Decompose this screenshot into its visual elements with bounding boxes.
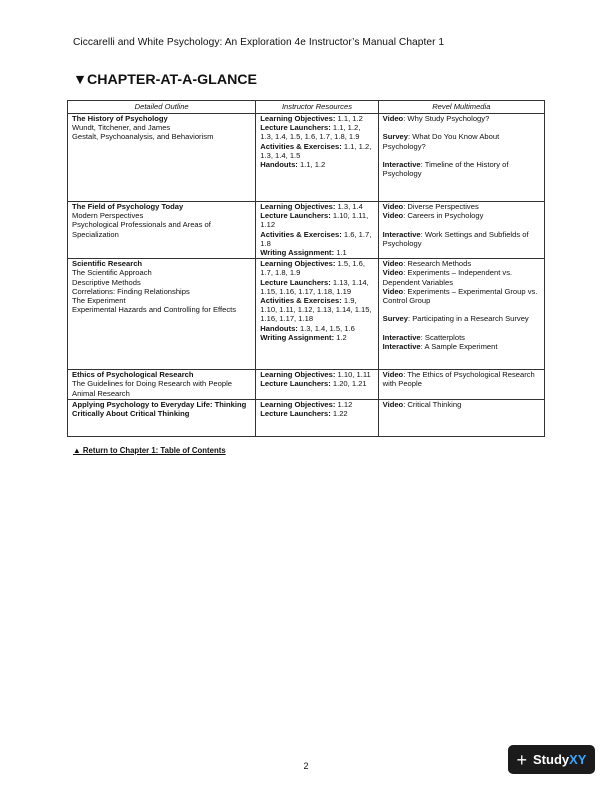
page-number: 2 [303,761,309,771]
cell-line [383,202,540,211]
chapter-at-a-glance-table [67,100,545,437]
resource-value: 1.3, 1.4, 1.5, 1.6 [297,323,355,333]
resource-value: 1.1, 1.2 [335,114,363,123]
resource-value: 1.2 [334,332,347,342]
column-header-multimedia: Revel Multimedia [378,101,544,114]
cell-line [260,324,373,333]
resource-label: Video [382,370,404,380]
resource-label: Lecture Launchers: [260,379,331,389]
resources-cell [256,370,378,400]
studyxy-badge[interactable] [508,745,595,774]
cell-line [260,160,373,169]
table-header-row [68,101,545,114]
cell-line [260,123,373,141]
resources-cell [256,114,378,202]
cell-line: Gestalt, Psychoanalysis, and Behaviorism [72,132,214,142]
resource-label: Lecture Launchers: [260,409,331,419]
resource-value: : The Ethics of Psychological Research with People [382,370,535,389]
resource-label: Interactive [382,159,421,169]
resource-label: Video [382,114,404,123]
resource-value: 1.20, 1.21 [330,379,367,389]
resources-cell [256,399,378,436]
resources-cell [256,259,378,370]
resource-value: 1.12 [335,399,353,409]
cell-line: Wundt, Titchener, and James [72,123,171,133]
running-header: Ciccarelli and White Psychology: An Exploration 4e Instructor’s Manual Chapter 1 [73,37,445,48]
outline-cell [68,202,256,259]
cell-line: Scientific Research [72,259,143,269]
resource-label: Video [382,286,404,296]
table-row [68,399,545,436]
resource-label: Learning Objectives: [260,259,336,269]
spacer [383,305,540,314]
resource-label: Lecture Launchers: [260,277,331,287]
outline-cell [68,370,256,400]
column-header-outline: Detailed Outline [68,101,256,114]
resource-label: Video [382,399,404,409]
table-row [68,114,545,202]
resource-value: 1.10, 1.11 [335,370,371,380]
cell-line [260,230,373,248]
resource-value: 1.3, 1.4 [335,202,363,211]
cell-line [260,248,373,257]
cell-line [260,142,373,160]
cell-line [383,259,540,268]
resources-cell [256,202,378,259]
title-text: CHAPTER-AT-A-GLANCE [87,72,258,88]
resource-value: 1.1, 1.2 [297,160,326,170]
outline-cell [68,114,256,202]
resource-label: Learning Objectives: [260,114,336,123]
resource-label: Lecture Launchers: [260,211,331,221]
spacer [383,123,540,132]
resource-value: 1.5, 1.6, 1.7, 1.8, 1.9 [260,259,365,278]
cell-line [260,202,373,211]
column-header-resources: Instructor Resources [256,101,378,114]
resource-value: 1.13, 1.14, 1.15, 1.16, 1.17, 1.18, 1.19 [260,277,369,296]
cell-line: Correlations: Finding Relationships [72,286,190,296]
cell-line: The History of Psychology [72,114,168,123]
cell-line: The Experiment [72,296,126,306]
resource-value: : A Sample Experiment [420,342,498,352]
resource-label: Writing Assignment: [260,248,335,258]
resource-label: Video [382,259,404,269]
spacer [383,151,540,160]
spacer [383,220,540,229]
resource-label: Activities & Exercises: [260,229,342,239]
resource-label: Learning Objectives: [260,202,336,211]
resource-label: Activities & Exercises: [260,141,342,151]
resource-label: Survey [382,314,408,324]
multimedia-cell [378,399,544,436]
resource-label: Activities & Exercises: [260,296,342,306]
cell-line: Modern Perspectives [72,211,144,221]
cell-line [383,342,540,351]
resource-label: Survey [382,132,408,142]
cell-line: Ethics of Psychological Research [72,370,194,380]
resource-value: 1.1 [334,248,347,258]
resource-value: 1.9, 1.10, 1.11, 1.12, 1.13, 1.14, 1.15, 1.16, 1.17, 1.18 [260,296,372,324]
cell-line [383,132,540,150]
cell-line: Descriptive Methods [72,277,141,287]
resource-label: Video [382,268,404,278]
resource-value: 1.22 [330,409,348,419]
resource-value: : Work Settings and Subfields of Psychology [382,229,529,248]
table-row [68,202,545,259]
resource-label: Lecture Launchers: [260,123,331,133]
cell-line [260,296,373,324]
resource-value: 1.1, 1.2, 1.3, 1.4, 1.5 [260,141,372,160]
return-to-toc-link[interactable]: ▲ Return to Chapter 1: Table of Contents [73,446,226,455]
cell-line [260,409,373,418]
multimedia-cell [378,370,544,400]
cell-line [260,114,373,123]
resource-value: : Experiments – Independent vs. Dependent Variables [382,268,513,287]
resource-value: : Research Methods [403,259,472,269]
cell-line [260,259,373,277]
cell-line [260,370,373,379]
resource-value: : Timeline of the History of Psychology [382,159,509,179]
cell-line: The Scientific Approach [72,268,152,278]
resource-label: Interactive [382,342,421,352]
resource-label: Learning Objectives: [260,399,336,409]
multimedia-cell [378,259,544,370]
cell-line [383,370,540,388]
plus-icon: + [516,749,528,770]
brand-text: Study [533,752,570,767]
cell-line [383,314,540,323]
cell-line [383,400,540,409]
outline-cell [68,259,256,370]
resource-value: : Participating in a Research Survey [408,314,529,324]
cell-line [260,211,373,229]
resource-label: Interactive [382,332,421,342]
cell-line [383,160,540,178]
cell-line: Applying Psychology to Everyday Life: Thinking Critically About Critical Thinking [72,399,247,419]
resource-label: Video [382,211,404,221]
resource-value: 1.6, 1.7, 1.8 [260,229,372,248]
cell-line [383,333,540,342]
resource-label: Video [382,202,404,211]
resource-value: : Scatterplots [420,332,465,342]
cell-line: The Field of Psychology Today [72,202,184,211]
table-row [68,259,545,370]
resource-value: : Experiments – Experimental Group vs. Control Group [382,286,538,306]
table-row [68,370,545,400]
resource-value: : Critical Thinking [403,399,462,409]
triangle-down-icon: ▼ [73,72,88,88]
resource-value: : What Do You Know About Psychology? [382,132,500,151]
cell-line [383,114,540,123]
cell-line [383,211,540,220]
resource-label: Interactive [382,229,421,239]
resource-label: Handouts: [260,160,298,170]
multimedia-cell [378,114,544,202]
resource-label: Handouts: [260,323,298,333]
cell-line: Experimental Hazards and Controlling for Effects [72,305,237,315]
cell-line: Animal Research [72,388,130,398]
cell-line [260,278,373,296]
cell-line [260,333,373,342]
spacer [383,324,540,333]
cell-line: Psychological Professionals and Areas of Specialization [72,220,211,239]
resource-value: : Why Study Psychology? [403,114,490,123]
cell-line [260,400,373,409]
resource-label: Learning Objectives: [260,370,336,380]
cell-line [383,268,540,286]
outline-cell [68,399,256,436]
cell-line [383,230,540,248]
cell-line: The Guidelines for Doing Research with People [72,379,232,389]
brand-accent-text: XY [569,752,587,767]
resource-value: : Diverse Perspectives [403,202,479,211]
cell-line [383,287,540,305]
cell-line [260,379,373,388]
resource-value: : Careers in Psychology [403,211,484,221]
multimedia-cell [378,202,544,259]
resource-value: 1.10, 1.11, 1.12 [260,211,369,230]
page-title [73,72,257,88]
resource-value: 1.1, 1.2, 1.3, 1.4, 1.5, 1.6, 1.7, 1.8, 1.9 [260,123,361,142]
resource-label: Writing Assignment: [260,332,335,342]
